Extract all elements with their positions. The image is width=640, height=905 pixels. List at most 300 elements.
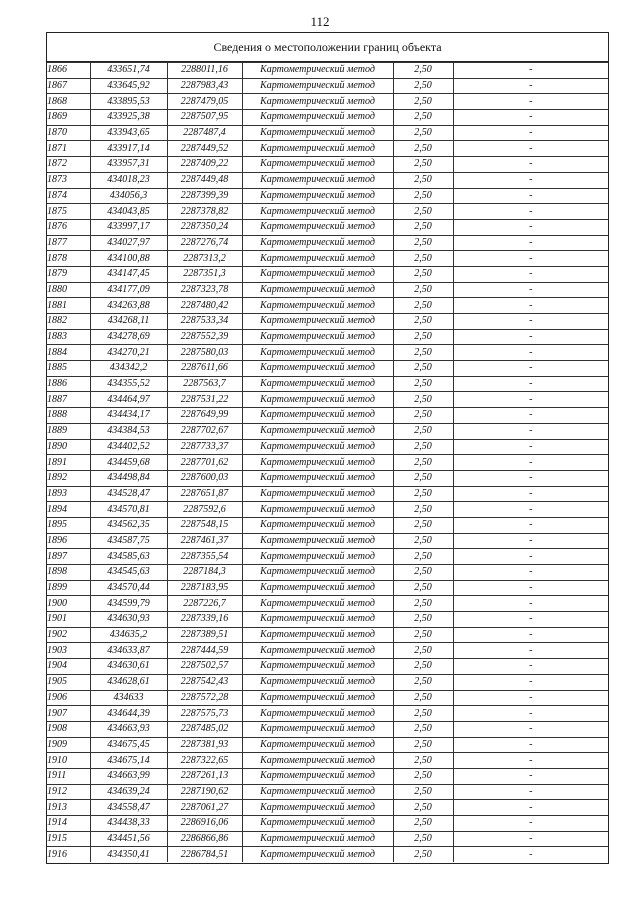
table-row — [47, 141, 608, 157]
table-caption: Сведения о местоположении границ объекта — [47, 33, 608, 62]
x-coordinate-cell: 434639,24 — [90, 784, 167, 800]
y-coordinate-cell: 2287533,34 — [167, 314, 242, 330]
y-coordinate-cell: 2287184,3 — [167, 565, 242, 581]
point-number-cell: 1899 — [47, 580, 90, 596]
x-coordinate-cell: 434355,52 — [90, 376, 167, 392]
point-number-cell: 1890 — [47, 439, 90, 455]
point-number-cell: 1888 — [47, 408, 90, 424]
x-coordinate-cell: 433651,74 — [90, 63, 167, 79]
y-coordinate-cell: 2287479,05 — [167, 94, 242, 110]
method-cell: Картометрический метод — [242, 502, 393, 518]
y-coordinate-cell: 2287389,51 — [167, 627, 242, 643]
point-number-cell: 1901 — [47, 612, 90, 628]
x-coordinate-cell: 434630,61 — [90, 659, 167, 675]
accuracy-cell: 2,50 — [393, 235, 453, 251]
table-row — [47, 282, 608, 298]
table-row — [47, 847, 608, 862]
y-coordinate-cell: 2287563,7 — [167, 376, 242, 392]
point-number-cell: 1868 — [47, 94, 90, 110]
x-coordinate-cell: 434558,47 — [90, 800, 167, 816]
y-coordinate-cell: 2287600,03 — [167, 470, 242, 486]
x-coordinate-cell: 434663,93 — [90, 721, 167, 737]
accuracy-cell: 2,50 — [393, 392, 453, 408]
description-cell: - — [453, 329, 608, 345]
method-cell: Картометрический метод — [242, 78, 393, 94]
table-row — [47, 361, 608, 377]
description-cell: - — [453, 486, 608, 502]
y-coordinate-cell: 2287480,42 — [167, 298, 242, 314]
x-coordinate-cell: 434268,11 — [90, 314, 167, 330]
x-coordinate-cell: 434384,53 — [90, 423, 167, 439]
x-coordinate-cell: 434027,97 — [90, 235, 167, 251]
y-coordinate-cell: 2287061,27 — [167, 800, 242, 816]
description-cell: - — [453, 361, 608, 377]
x-coordinate-cell: 434434,17 — [90, 408, 167, 424]
point-number-cell: 1889 — [47, 423, 90, 439]
point-number-cell: 1902 — [47, 627, 90, 643]
x-coordinate-cell: 434018,23 — [90, 172, 167, 188]
method-cell: Картометрический метод — [242, 235, 393, 251]
table-row — [47, 78, 608, 94]
table-row — [47, 721, 608, 737]
method-cell: Картометрический метод — [242, 486, 393, 502]
y-coordinate-cell: 2287733,37 — [167, 439, 242, 455]
table-row — [47, 831, 608, 847]
description-cell: - — [453, 565, 608, 581]
x-coordinate-cell: 434570,44 — [90, 580, 167, 596]
x-coordinate-cell: 434278,69 — [90, 329, 167, 345]
table-row — [47, 643, 608, 659]
y-coordinate-cell: 2287261,13 — [167, 768, 242, 784]
point-number-cell: 1895 — [47, 517, 90, 533]
table-row — [47, 219, 608, 235]
description-cell: - — [453, 345, 608, 361]
point-number-cell: 1907 — [47, 706, 90, 722]
table-row — [47, 329, 608, 345]
y-coordinate-cell: 2287611,66 — [167, 361, 242, 377]
accuracy-cell: 2,50 — [393, 455, 453, 471]
table-row — [47, 596, 608, 612]
accuracy-cell: 2,50 — [393, 753, 453, 769]
page-number: 112 — [310, 14, 330, 29]
point-number-cell: 1878 — [47, 251, 90, 267]
point-number-cell: 1877 — [47, 235, 90, 251]
x-coordinate-cell: 434675,14 — [90, 753, 167, 769]
y-coordinate-cell: 2287461,37 — [167, 533, 242, 549]
accuracy-cell: 2,50 — [393, 565, 453, 581]
accuracy-cell: 2,50 — [393, 361, 453, 377]
point-number-cell: 1894 — [47, 502, 90, 518]
method-cell: Картометрический метод — [242, 847, 393, 862]
point-number-cell: 1891 — [47, 455, 90, 471]
method-cell: Картометрический метод — [242, 580, 393, 596]
accuracy-cell: 2,50 — [393, 204, 453, 220]
x-coordinate-cell: 434663,99 — [90, 768, 167, 784]
x-coordinate-cell: 434263,88 — [90, 298, 167, 314]
description-cell: - — [453, 376, 608, 392]
table-row — [47, 157, 608, 173]
table-row — [47, 737, 608, 753]
x-coordinate-cell: 434498,84 — [90, 470, 167, 486]
table-row — [47, 408, 608, 424]
table-row — [47, 517, 608, 533]
y-coordinate-cell: 2287444,59 — [167, 643, 242, 659]
y-coordinate-cell: 2287701,62 — [167, 455, 242, 471]
method-cell: Картометрический метод — [242, 251, 393, 267]
method-cell: Картометрический метод — [242, 690, 393, 706]
point-number-cell: 1892 — [47, 470, 90, 486]
point-number-cell: 1870 — [47, 125, 90, 141]
description-cell: - — [453, 753, 608, 769]
point-number-cell: 1897 — [47, 549, 90, 565]
method-cell: Картометрический метод — [242, 110, 393, 126]
description-cell: - — [453, 141, 608, 157]
table-row — [47, 706, 608, 722]
method-cell: Картометрический метод — [242, 816, 393, 832]
y-coordinate-cell: 2287190,62 — [167, 784, 242, 800]
y-coordinate-cell: 2287531,22 — [167, 392, 242, 408]
accuracy-cell: 2,50 — [393, 627, 453, 643]
method-cell: Картометрический метод — [242, 266, 393, 282]
table-row — [47, 659, 608, 675]
description-cell: - — [453, 439, 608, 455]
table-row — [47, 502, 608, 518]
point-number-cell: 1883 — [47, 329, 90, 345]
description-cell: - — [453, 78, 608, 94]
method-cell: Картометрический метод — [242, 282, 393, 298]
accuracy-cell: 2,50 — [393, 706, 453, 722]
x-coordinate-cell: 433895,53 — [90, 94, 167, 110]
point-number-cell: 1916 — [47, 847, 90, 862]
y-coordinate-cell: 2287983,43 — [167, 78, 242, 94]
point-number-cell: 1911 — [47, 768, 90, 784]
accuracy-cell: 2,50 — [393, 690, 453, 706]
accuracy-cell: 2,50 — [393, 282, 453, 298]
y-coordinate-cell: 2287651,87 — [167, 486, 242, 502]
x-coordinate-cell: 433943,65 — [90, 125, 167, 141]
point-number-cell: 1876 — [47, 219, 90, 235]
method-cell: Картометрический метод — [242, 345, 393, 361]
point-number-cell: 1905 — [47, 674, 90, 690]
method-cell: Картометрический метод — [242, 376, 393, 392]
y-coordinate-cell: 2287487,4 — [167, 125, 242, 141]
point-number-cell: 1884 — [47, 345, 90, 361]
table-row — [47, 565, 608, 581]
description-cell: - — [453, 643, 608, 659]
x-coordinate-cell: 434675,45 — [90, 737, 167, 753]
point-number-cell: 1915 — [47, 831, 90, 847]
description-cell: - — [453, 737, 608, 753]
table-row — [47, 486, 608, 502]
method-cell: Картометрический метод — [242, 753, 393, 769]
table-row — [47, 627, 608, 643]
description-cell: - — [453, 549, 608, 565]
x-coordinate-cell: 434628,61 — [90, 674, 167, 690]
x-coordinate-cell: 434528,47 — [90, 486, 167, 502]
x-coordinate-cell: 433645,92 — [90, 78, 167, 94]
x-coordinate-cell: 434459,68 — [90, 455, 167, 471]
point-number-cell: 1879 — [47, 266, 90, 282]
point-number-cell: 1881 — [47, 298, 90, 314]
point-number-cell: 1908 — [47, 721, 90, 737]
method-cell: Картометрический метод — [242, 674, 393, 690]
x-coordinate-cell: 434177,09 — [90, 282, 167, 298]
method-cell: Картометрический метод — [242, 470, 393, 486]
table-row — [47, 188, 608, 204]
table-row — [47, 110, 608, 126]
y-coordinate-cell: 2286866,86 — [167, 831, 242, 847]
point-number-cell: 1885 — [47, 361, 90, 377]
accuracy-cell: 2,50 — [393, 157, 453, 173]
y-coordinate-cell: 2287502,57 — [167, 659, 242, 675]
method-cell: Картометрический метод — [242, 141, 393, 157]
accuracy-cell: 2,50 — [393, 408, 453, 424]
description-cell: - — [453, 219, 608, 235]
table-row — [47, 125, 608, 141]
table-row — [47, 690, 608, 706]
y-coordinate-cell: 2287313,2 — [167, 251, 242, 267]
y-coordinate-cell: 2287572,28 — [167, 690, 242, 706]
y-coordinate-cell: 2287323,78 — [167, 282, 242, 298]
y-coordinate-cell: 2287351,3 — [167, 266, 242, 282]
x-coordinate-cell: 434270,21 — [90, 345, 167, 361]
accuracy-cell: 2,50 — [393, 721, 453, 737]
description-cell: - — [453, 690, 608, 706]
point-number-cell: 1893 — [47, 486, 90, 502]
method-cell: Картометрический метод — [242, 831, 393, 847]
table-row — [47, 266, 608, 282]
point-number-cell: 1896 — [47, 533, 90, 549]
table-row — [47, 63, 608, 79]
point-number-cell: 1914 — [47, 816, 90, 832]
method-cell: Картометрический метод — [242, 94, 393, 110]
method-cell: Картометрический метод — [242, 188, 393, 204]
method-cell: Картометрический метод — [242, 125, 393, 141]
description-cell: - — [453, 596, 608, 612]
description-cell: - — [453, 314, 608, 330]
accuracy-cell: 2,50 — [393, 188, 453, 204]
point-number-cell: 1909 — [47, 737, 90, 753]
table-row — [47, 674, 608, 690]
point-number-cell: 1904 — [47, 659, 90, 675]
point-number-cell: 1900 — [47, 596, 90, 612]
method-cell: Картометрический метод — [242, 737, 393, 753]
accuracy-cell: 2,50 — [393, 423, 453, 439]
x-coordinate-cell: 434545,63 — [90, 565, 167, 581]
method-cell: Картометрический метод — [242, 172, 393, 188]
point-number-cell: 1913 — [47, 800, 90, 816]
x-coordinate-cell: 434147,45 — [90, 266, 167, 282]
method-cell: Картометрический метод — [242, 549, 393, 565]
y-coordinate-cell: 2288011,16 — [167, 63, 242, 79]
y-coordinate-cell: 2287409,22 — [167, 157, 242, 173]
x-coordinate-cell: 434587,75 — [90, 533, 167, 549]
table-row — [47, 345, 608, 361]
accuracy-cell: 2,50 — [393, 800, 453, 816]
x-coordinate-cell: 434464,97 — [90, 392, 167, 408]
y-coordinate-cell: 2287702,67 — [167, 423, 242, 439]
y-coordinate-cell: 2287580,03 — [167, 345, 242, 361]
description-cell: - — [453, 847, 608, 862]
description-cell: - — [453, 612, 608, 628]
description-cell: - — [453, 470, 608, 486]
point-number-cell: 1903 — [47, 643, 90, 659]
description-cell: - — [453, 235, 608, 251]
description-cell: - — [453, 63, 608, 79]
accuracy-cell: 2,50 — [393, 517, 453, 533]
point-number-cell: 1867 — [47, 78, 90, 94]
description-cell: - — [453, 282, 608, 298]
y-coordinate-cell: 2286916,06 — [167, 816, 242, 832]
accuracy-cell: 2,50 — [393, 831, 453, 847]
method-cell: Картометрический метод — [242, 361, 393, 377]
point-number-cell: 1912 — [47, 784, 90, 800]
x-coordinate-cell: 434402,52 — [90, 439, 167, 455]
accuracy-cell: 2,50 — [393, 816, 453, 832]
table-row — [47, 314, 608, 330]
y-coordinate-cell: 2287322,65 — [167, 753, 242, 769]
accuracy-cell: 2,50 — [393, 847, 453, 862]
method-cell: Картометрический метод — [242, 768, 393, 784]
accuracy-cell: 2,50 — [393, 737, 453, 753]
y-coordinate-cell: 2287399,39 — [167, 188, 242, 204]
point-number-cell: 1882 — [47, 314, 90, 330]
accuracy-cell: 2,50 — [393, 596, 453, 612]
method-cell: Картометрический метод — [242, 706, 393, 722]
accuracy-cell: 2,50 — [393, 768, 453, 784]
point-number-cell: 1887 — [47, 392, 90, 408]
point-number-cell: 1874 — [47, 188, 90, 204]
method-cell: Картометрический метод — [242, 455, 393, 471]
method-cell: Картометрический метод — [242, 157, 393, 173]
y-coordinate-cell: 2286784,51 — [167, 847, 242, 862]
description-cell: - — [453, 110, 608, 126]
x-coordinate-cell: 434056,3 — [90, 188, 167, 204]
description-cell: - — [453, 94, 608, 110]
description-cell: - — [453, 627, 608, 643]
table-row — [47, 612, 608, 628]
x-coordinate-cell: 434570,81 — [90, 502, 167, 518]
method-cell: Картометрический метод — [242, 800, 393, 816]
point-number-cell: 1910 — [47, 753, 90, 769]
method-cell: Картометрический метод — [242, 627, 393, 643]
table-row — [47, 533, 608, 549]
description-cell: - — [453, 251, 608, 267]
method-cell: Картометрический метод — [242, 408, 393, 424]
x-coordinate-cell: 434100,88 — [90, 251, 167, 267]
accuracy-cell: 2,50 — [393, 172, 453, 188]
method-cell: Картометрический метод — [242, 219, 393, 235]
accuracy-cell: 2,50 — [393, 533, 453, 549]
table-row — [47, 439, 608, 455]
accuracy-cell: 2,50 — [393, 486, 453, 502]
point-number-cell: 1898 — [47, 565, 90, 581]
accuracy-cell: 2,50 — [393, 784, 453, 800]
y-coordinate-cell: 2287575,73 — [167, 706, 242, 722]
method-cell: Картометрический метод — [242, 643, 393, 659]
table-row — [47, 204, 608, 220]
coordinates-table-body — [47, 63, 608, 863]
description-cell: - — [453, 157, 608, 173]
accuracy-cell: 2,50 — [393, 314, 453, 330]
description-cell: - — [453, 172, 608, 188]
y-coordinate-cell: 2287378,82 — [167, 204, 242, 220]
point-number-cell: 1869 — [47, 110, 90, 126]
method-cell: Картометрический метод — [242, 517, 393, 533]
description-cell: - — [453, 580, 608, 596]
method-cell: Картометрический метод — [242, 612, 393, 628]
description-cell: - — [453, 266, 608, 282]
description-cell: - — [453, 392, 608, 408]
accuracy-cell: 2,50 — [393, 502, 453, 518]
x-coordinate-cell: 434342,2 — [90, 361, 167, 377]
accuracy-cell: 2,50 — [393, 141, 453, 157]
description-cell: - — [453, 423, 608, 439]
x-coordinate-cell: 434633,87 — [90, 643, 167, 659]
accuracy-cell: 2,50 — [393, 329, 453, 345]
method-cell: Картометрический метод — [242, 329, 393, 345]
description-cell: - — [453, 204, 608, 220]
accuracy-cell: 2,50 — [393, 643, 453, 659]
description-cell: - — [453, 816, 608, 832]
method-cell: Картометрический метод — [242, 721, 393, 737]
description-cell: - — [453, 674, 608, 690]
description-cell: - — [453, 831, 608, 847]
accuracy-cell: 2,50 — [393, 549, 453, 565]
point-number-cell: 1866 — [47, 63, 90, 79]
point-number-cell: 1872 — [47, 157, 90, 173]
point-number-cell: 1886 — [47, 376, 90, 392]
x-coordinate-cell: 433925,38 — [90, 110, 167, 126]
y-coordinate-cell: 2287592,6 — [167, 502, 242, 518]
accuracy-cell: 2,50 — [393, 470, 453, 486]
y-coordinate-cell: 2287542,43 — [167, 674, 242, 690]
table-row — [47, 549, 608, 565]
method-cell: Картометрический метод — [242, 423, 393, 439]
description-cell: - — [453, 800, 608, 816]
method-cell: Картометрический метод — [242, 784, 393, 800]
accuracy-cell: 2,50 — [393, 63, 453, 79]
y-coordinate-cell: 2287449,48 — [167, 172, 242, 188]
x-coordinate-cell: 433957,31 — [90, 157, 167, 173]
table-row — [47, 235, 608, 251]
point-number-cell: 1873 — [47, 172, 90, 188]
y-coordinate-cell: 2287339,16 — [167, 612, 242, 628]
description-cell: - — [453, 125, 608, 141]
method-cell: Картометрический метод — [242, 298, 393, 314]
accuracy-cell: 2,50 — [393, 110, 453, 126]
table-row — [47, 298, 608, 314]
accuracy-cell: 2,50 — [393, 219, 453, 235]
point-number-cell: 1875 — [47, 204, 90, 220]
method-cell: Картометрический метод — [242, 596, 393, 612]
point-number-cell: 1871 — [47, 141, 90, 157]
table-row — [47, 423, 608, 439]
y-coordinate-cell: 2287183,95 — [167, 580, 242, 596]
table-row — [47, 470, 608, 486]
x-coordinate-cell: 434350,41 — [90, 847, 167, 862]
table-row — [47, 172, 608, 188]
y-coordinate-cell: 2287350,24 — [167, 219, 242, 235]
x-coordinate-cell: 434644,39 — [90, 706, 167, 722]
method-cell: Картометрический метод — [242, 204, 393, 220]
y-coordinate-cell: 2287552,39 — [167, 329, 242, 345]
method-cell: Картометрический метод — [242, 659, 393, 675]
description-cell: - — [453, 517, 608, 533]
description-cell: - — [453, 188, 608, 204]
table-row — [47, 251, 608, 267]
coordinates-table-frame — [46, 32, 609, 864]
